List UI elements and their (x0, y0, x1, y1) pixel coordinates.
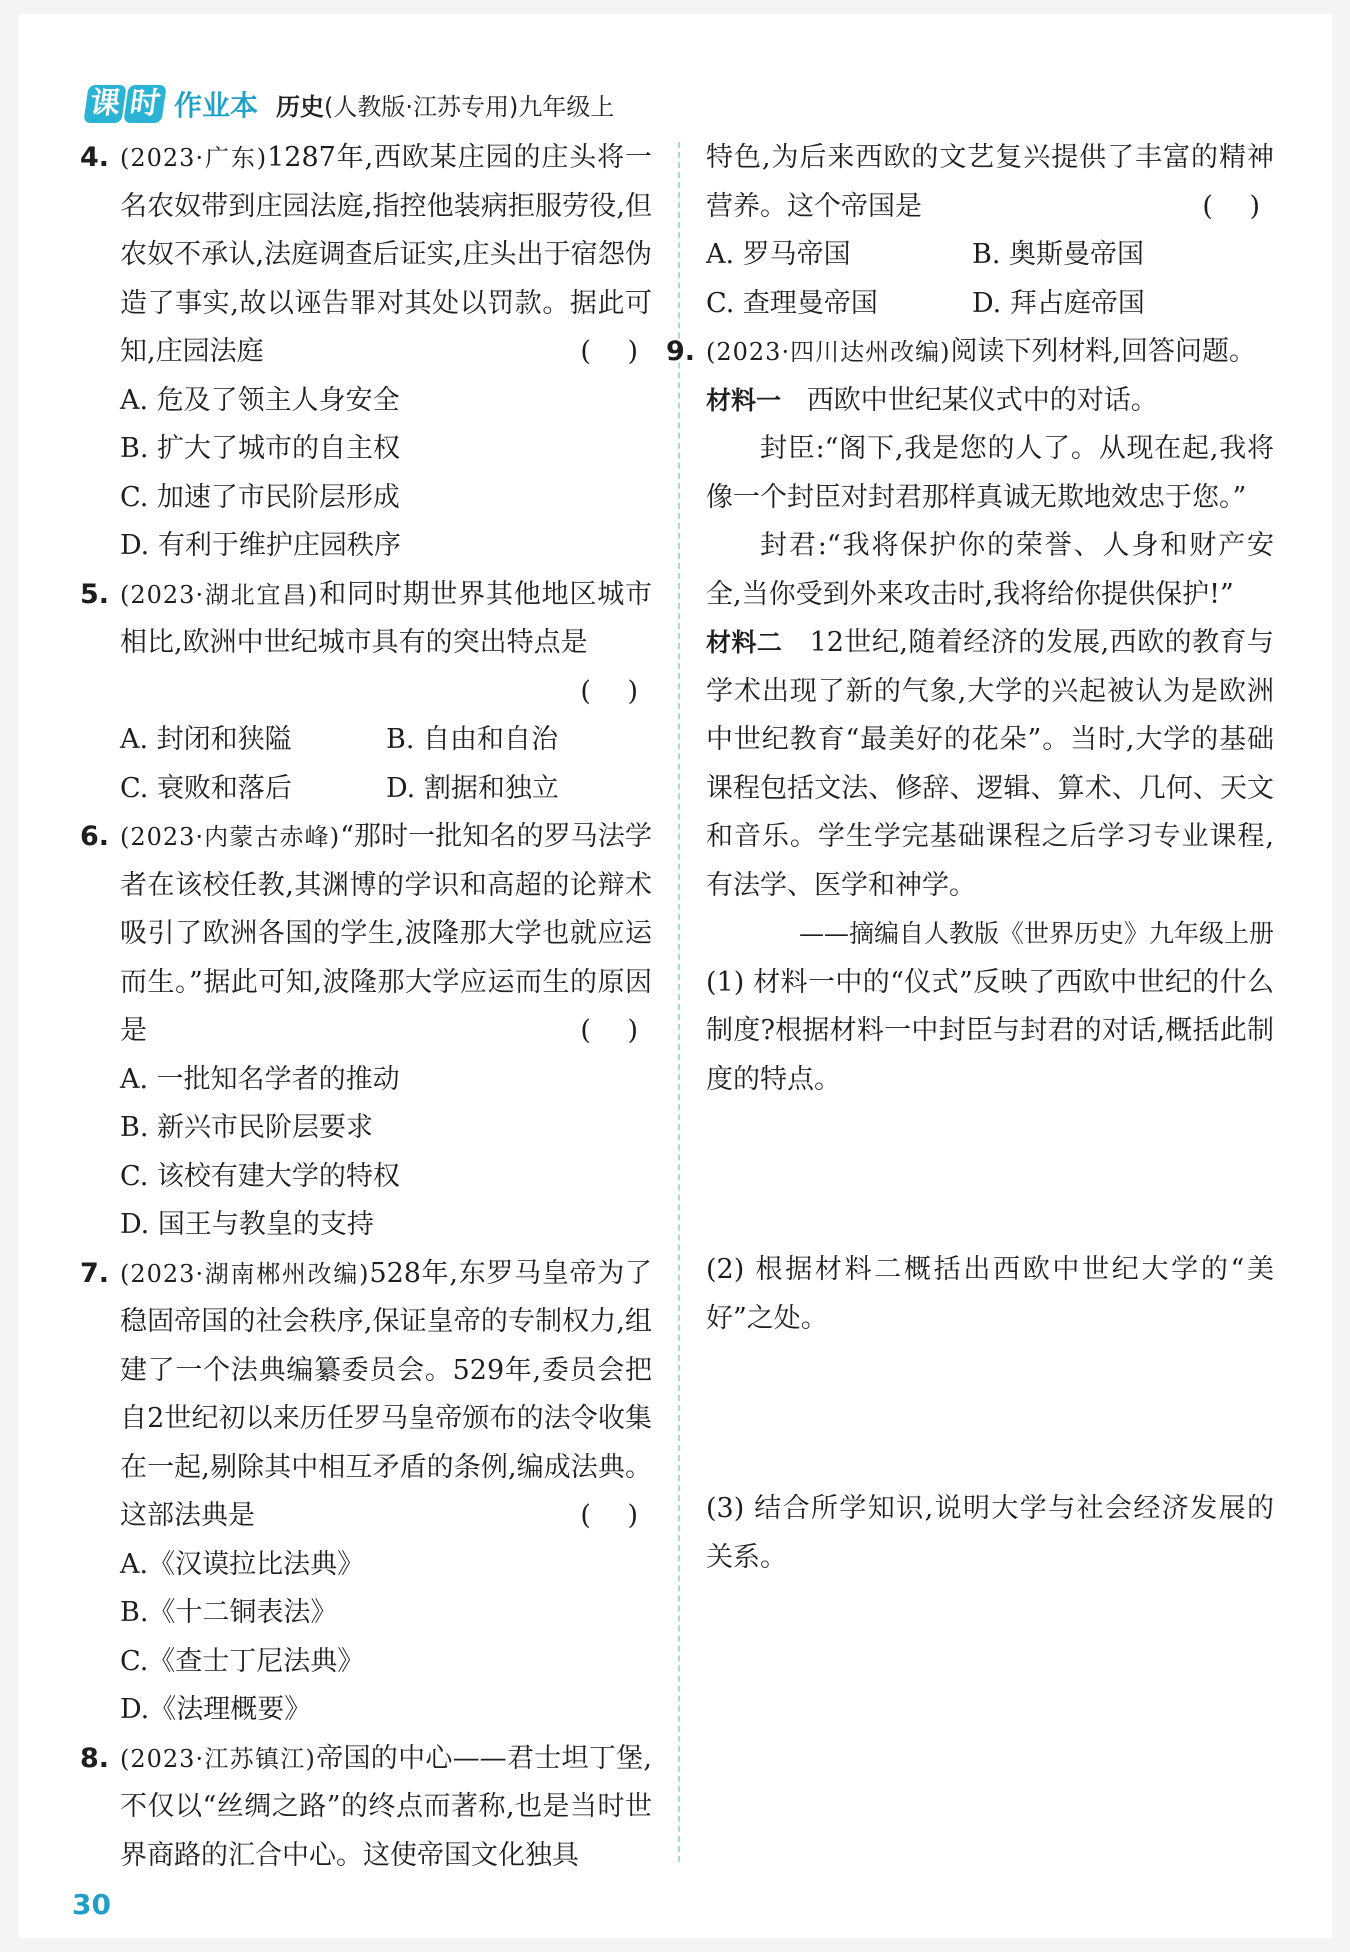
sub-question-2: (2) 根据材料二概括出西欧中世纪大学的“美好”之处。 (706, 1254, 1274, 1334)
question-stem (120, 571, 652, 668)
option-a[interactable]: A. 罗马帝国 (706, 239, 851, 270)
answer-blank[interactable]: ( ) (580, 1015, 652, 1046)
question-stem (120, 813, 652, 1056)
page-number: 30 (72, 1888, 111, 1921)
material-one-intro (706, 377, 1274, 426)
option-c[interactable]: C. 该校有建大学的特权 (120, 1160, 400, 1192)
option-b[interactable]: B.《十二铜表法》 (120, 1597, 338, 1628)
material-source: ——摘编自人教版《世界历史》九年级上册 (798, 919, 1274, 948)
source-tag: (2023·内蒙古赤峰) (120, 823, 341, 851)
option-a[interactable]: A.《汉谟拉比法典》 (120, 1548, 365, 1580)
option-c[interactable]: C. 衰败和落后 (120, 772, 292, 804)
logo-char-1: 课 (83, 85, 126, 123)
edition-label: (人教版·江苏专用)九年级上 (324, 92, 615, 121)
lord-quote: 封君:“我将保护你的荣誉、人身和财产安全,当你受到外来攻击时,我将给你提供保护!” (706, 530, 1274, 610)
question-7 (80, 1250, 652, 1541)
source-tag: (2023·四川达州改编) (706, 338, 951, 366)
option-b[interactable]: B. 新兴市民阶层要求 (120, 1112, 374, 1143)
question-text: 阅读下列材料,回答问题。 (950, 336, 1257, 367)
question-9 (666, 328, 1274, 377)
option-b[interactable]: B. 扩大了城市的自主权 (120, 433, 401, 464)
option-c[interactable]: C. 加速了市民阶层形成 (120, 481, 400, 513)
option-d[interactable]: D. 有利于维护庄园秩序 (120, 530, 401, 561)
question-5 (80, 571, 652, 717)
source-tag: (2023·湖南郴州改编) (120, 1259, 370, 1288)
answer-space-2[interactable] (706, 1343, 1274, 1485)
option-row (706, 280, 1274, 329)
material-label: 材料二 (706, 628, 783, 657)
logo-char-2: 时 (123, 85, 166, 123)
question-text: 1287年,西欧某庄园的庄头将一名农奴带到庄园法庭,指控他装病拒服劳役,但农奴不承认,法庭调查后证实,庄头出于宿怨伪造了事实,故以诬告罪对其处以罚款。据此可知,庄园法庭 (120, 142, 653, 367)
question-text: “那时一批知名的罗马法学者在该校任教,其渊博的学识和高超的论辩术吸引了欧洲各国的学生,波隆那大学也就应运而生。”据此可知,波隆那大学应运而生的原因是 (120, 821, 652, 1046)
sub-question-3: (3) 结合所学知识,说明大学与社会经济发展的关系。 (706, 1493, 1274, 1573)
question-number: 6. (80, 821, 110, 852)
option-d[interactable]: D. 割据和独立 (386, 772, 559, 804)
answer-space-1[interactable] (706, 1104, 1274, 1246)
question-text: 帝国的中心——君士坦丁堡,不仅以“丝绸之路”的终点而著称,也是当时世界商路的汇合中心。这使帝国文化独具 (120, 1742, 652, 1871)
option-a[interactable]: A. 一批知名学者的推动 (120, 1063, 400, 1095)
question-6 (80, 813, 652, 1056)
option-c[interactable]: C.《查士丁尼法典》 (120, 1645, 365, 1677)
right-column (666, 134, 1274, 1724)
answer-blank[interactable]: ( ) (580, 675, 652, 707)
question-8 (80, 1735, 652, 1881)
question-4 (80, 134, 652, 377)
question-stem (120, 1250, 652, 1541)
source-tag: (2023·江苏镇江) (120, 1744, 316, 1773)
source-tag: (2023·湖北宜昌) (120, 580, 319, 609)
question-number: 8. (80, 1742, 110, 1774)
question-8-continued (706, 134, 1274, 231)
question-number: 4. (80, 142, 110, 173)
question-stem (706, 328, 1274, 377)
answer-blank[interactable]: ( ) (1202, 190, 1274, 222)
material-label: 材料一 (706, 385, 782, 415)
vassal-quote: 封臣:“阁下,我是您的人了。从现在起,我将像一个封臣对封君那样真诚无欺地效忠于您。” (706, 433, 1274, 513)
logo-text: 作业本 (174, 89, 259, 122)
option-row (80, 716, 652, 765)
sub-question-1: (1) 材料一中的“仪式”反映了西欧中世纪的什么制度?根据材料一中封臣与封君的对话,概括此制度的特点。 (706, 966, 1274, 1095)
question-number: 7. (80, 1257, 110, 1289)
option-row (80, 765, 652, 814)
option-b[interactable]: B. 奥斯曼帝国 (972, 239, 1145, 270)
material-text: 12世纪,随着经济的发展,西欧的教育与学术出现了新的气象,大学的兴起被认为是欧洲中世纪教育“最美好的花朵”。当时,大学的基础课程包括文法、修辞、逻辑、算术、几何、天文和音乐。学生学完基础课程之后学习专业课程,有法学、医学和神学。 (706, 627, 1274, 901)
option-b[interactable]: B. 自由和自治 (386, 724, 559, 755)
question-text: 528年,东罗马皇帝为了稳固帝国的社会秩序,保证皇帝的专制权力,组建了一个法典编纂委员会。529年,委员会把自2世纪初以来历任罗马皇帝颁布的法令收集在一起,剔除其中相互矛盾的条例,编成法典。这部法典是 (120, 1257, 652, 1531)
answer-space-3[interactable] (706, 1582, 1274, 1724)
answer-blank[interactable]: ( ) (580, 1500, 652, 1531)
answer-blank[interactable]: ( ) (580, 336, 652, 367)
subject-name: 历史 (276, 92, 325, 121)
subject-title (276, 87, 614, 122)
option-a[interactable]: A. 封闭和狭隘 (120, 724, 292, 755)
option-d[interactable]: D. 拜占庭帝国 (972, 287, 1145, 319)
material-two (706, 619, 1274, 910)
material-text: 西欧中世纪某仪式中的对话。 (806, 384, 1158, 416)
option-row (706, 231, 1274, 280)
source-tag: (2023·广东) (120, 144, 268, 172)
option-d[interactable]: D. 国王与教皇的支持 (120, 1209, 374, 1240)
question-number: 9. (666, 336, 696, 367)
question-stem (120, 1735, 652, 1881)
question-stem (120, 134, 652, 377)
option-a[interactable]: A. 危及了领主人身安全 (120, 384, 400, 416)
left-column (80, 134, 652, 1880)
column-divider (678, 142, 680, 1862)
question-text: 特色,为后来西欧的文艺复兴提供了丰富的精神营养。这个帝国是 (706, 142, 1274, 222)
answer-blank-row (120, 668, 652, 717)
worksheet-page (18, 14, 1332, 1938)
book-header (86, 82, 614, 126)
brand-logo (86, 84, 258, 124)
question-text: 和同时期世界其他地区城市相比,欧洲中世纪城市具有的突出特点是 (120, 578, 653, 658)
option-c[interactable]: C. 查理曼帝国 (706, 287, 878, 319)
question-number: 5. (80, 578, 110, 610)
option-d[interactable]: D.《法理概要》 (120, 1694, 312, 1725)
